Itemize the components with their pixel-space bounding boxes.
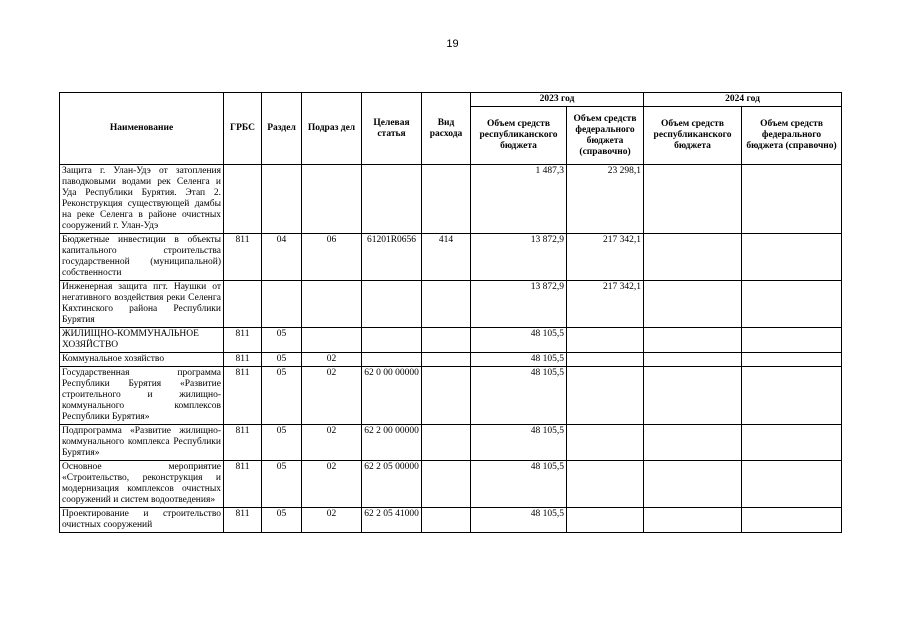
table-row	[60, 353, 842, 367]
cell-grbs: 811	[224, 367, 262, 425]
budget-table	[59, 92, 842, 533]
cell-fed-2023	[567, 461, 644, 508]
cell-rep-2023: 48 105,5	[471, 367, 567, 425]
header-rep-budget-2024: Объем средств республиканского бюджета	[644, 107, 742, 165]
header-grbs: ГРБС	[224, 93, 262, 165]
table-row	[60, 234, 842, 281]
cell-grbs: 811	[224, 508, 262, 533]
header-year-2024: 2024 год	[644, 93, 842, 107]
cell-rep-2023: 1 487,3	[471, 165, 567, 234]
cell-fed-2023	[567, 328, 644, 353]
header-podrazdel: Подраз дел	[302, 93, 362, 165]
cell-fed-2023: 217 342,1	[567, 281, 644, 328]
cell-fed-2023: 23 298,1	[567, 165, 644, 234]
cell-podrazdel: 02	[302, 425, 362, 461]
cell-name: Подпрограмма «Развитие жилищно-коммунального комплекса Республики Бурятия»	[60, 425, 224, 461]
table-row	[60, 328, 842, 353]
header-rep-budget-2023: Объем средств республиканского бюджета	[471, 107, 567, 165]
cell-podrazdel: 02	[302, 461, 362, 508]
cell-fed-2024	[742, 425, 842, 461]
cell-fed-2024	[742, 461, 842, 508]
cell-razdel	[262, 281, 302, 328]
cell-target	[362, 165, 422, 234]
cell-vid	[422, 461, 471, 508]
cell-rep-2024	[644, 281, 742, 328]
cell-vid	[422, 367, 471, 425]
cell-razdel: 05	[262, 353, 302, 367]
cell-rep-2023: 13 872,9	[471, 281, 567, 328]
cell-razdel: 05	[262, 367, 302, 425]
cell-fed-2024	[742, 328, 842, 353]
cell-name: ЖИЛИЩНО-КОММУНАЛЬНОЕ ХОЗЯЙСТВО	[60, 328, 224, 353]
cell-rep-2024	[644, 234, 742, 281]
cell-grbs: 811	[224, 328, 262, 353]
cell-grbs: 811	[224, 425, 262, 461]
cell-fed-2024	[742, 508, 842, 533]
header-fed-budget-2023: Объем средств федерального бюджета (справочно)	[567, 107, 644, 165]
table-row	[60, 425, 842, 461]
cell-rep-2023: 13 872,9	[471, 234, 567, 281]
table-row	[60, 165, 842, 234]
cell-vid: 414	[422, 234, 471, 281]
cell-fed-2024	[742, 165, 842, 234]
cell-name: Защита г. Улан-Удэ от затопления паводковыми водами рек Селенга и Уда Республики Бурятия. Этап 2. Реконструкция существующей дамбы на реке Селенга в районе очистных сооружений г. Улан-Удэ	[60, 165, 224, 234]
cell-rep-2024	[644, 165, 742, 234]
cell-rep-2023: 48 105,5	[471, 425, 567, 461]
cell-podrazdel	[302, 281, 362, 328]
cell-name: Основное мероприятие «Строительство, реконструкция и модернизация комплексов очистных сооружений и систем водоотведения»	[60, 461, 224, 508]
header-target: Целевая статья	[362, 93, 422, 165]
cell-target: 62 2 00 00000	[362, 425, 422, 461]
cell-rep-2024	[644, 425, 742, 461]
cell-name: Государственная программа Республики Бурятия «Развитие строительного и жилищно-коммунального комплексов Республики Бурятия»	[60, 367, 224, 425]
cell-podrazdel	[302, 165, 362, 234]
cell-rep-2024	[644, 508, 742, 533]
cell-vid	[422, 508, 471, 533]
cell-target	[362, 328, 422, 353]
table-row	[60, 281, 842, 328]
page-number: 19	[446, 38, 459, 50]
cell-grbs: 811	[224, 353, 262, 367]
cell-vid	[422, 281, 471, 328]
cell-rep-2023: 48 105,5	[471, 508, 567, 533]
cell-fed-2023	[567, 425, 644, 461]
cell-rep-2024	[644, 353, 742, 367]
cell-podrazdel: 06	[302, 234, 362, 281]
cell-fed-2024	[742, 353, 842, 367]
cell-razdel: 05	[262, 328, 302, 353]
cell-target: 62 2 05 00000	[362, 461, 422, 508]
cell-rep-2023: 48 105,5	[471, 328, 567, 353]
cell-razdel: 04	[262, 234, 302, 281]
cell-fed-2024	[742, 281, 842, 328]
cell-razdel: 05	[262, 425, 302, 461]
cell-vid	[422, 165, 471, 234]
cell-name: Инженерная защита пгт. Наушки от негативного воздействия реки Селенга Кяхтинского района Республики Бурятия	[60, 281, 224, 328]
cell-vid	[422, 353, 471, 367]
table-row	[60, 508, 842, 533]
cell-podrazdel: 02	[302, 353, 362, 367]
cell-target: 61201R0656	[362, 234, 422, 281]
table-row	[60, 461, 842, 508]
header-name: Наименование	[60, 93, 224, 165]
header-razdel: Раздел	[262, 93, 302, 165]
cell-grbs: 811	[224, 234, 262, 281]
header-year-2023: 2023 год	[471, 93, 644, 107]
cell-razdel	[262, 165, 302, 234]
table-row	[60, 367, 842, 425]
cell-grbs	[224, 281, 262, 328]
cell-vid	[422, 425, 471, 461]
cell-fed-2023	[567, 508, 644, 533]
cell-rep-2024	[644, 461, 742, 508]
cell-target	[362, 281, 422, 328]
cell-target	[362, 353, 422, 367]
cell-fed-2024	[742, 367, 842, 425]
cell-grbs	[224, 165, 262, 234]
cell-fed-2023	[567, 353, 644, 367]
cell-rep-2024	[644, 328, 742, 353]
cell-rep-2024	[644, 367, 742, 425]
header-vid: Вид расхода	[422, 93, 471, 165]
cell-vid	[422, 328, 471, 353]
cell-target: 62 2 05 41000	[362, 508, 422, 533]
cell-name: Коммунальное хозяйство	[60, 353, 224, 367]
cell-rep-2023: 48 105,5	[471, 353, 567, 367]
cell-fed-2024	[742, 234, 842, 281]
header-fed-budget-2024: Объем средств федерального бюджета (справочно)	[742, 107, 842, 165]
cell-name: Бюджетные инвестиции в объекты капитального строительства государственной (муниципальной) собственности	[60, 234, 224, 281]
cell-razdel: 05	[262, 461, 302, 508]
cell-rep-2023: 48 105,5	[471, 461, 567, 508]
cell-name: Проектирование и строительство очистных сооружений	[60, 508, 224, 533]
cell-podrazdel: 02	[302, 367, 362, 425]
cell-fed-2023: 217 342,1	[567, 234, 644, 281]
cell-razdel: 05	[262, 508, 302, 533]
cell-podrazdel	[302, 328, 362, 353]
cell-podrazdel: 02	[302, 508, 362, 533]
cell-grbs: 811	[224, 461, 262, 508]
cell-fed-2023	[567, 367, 644, 425]
cell-target: 62 0 00 00000	[362, 367, 422, 425]
